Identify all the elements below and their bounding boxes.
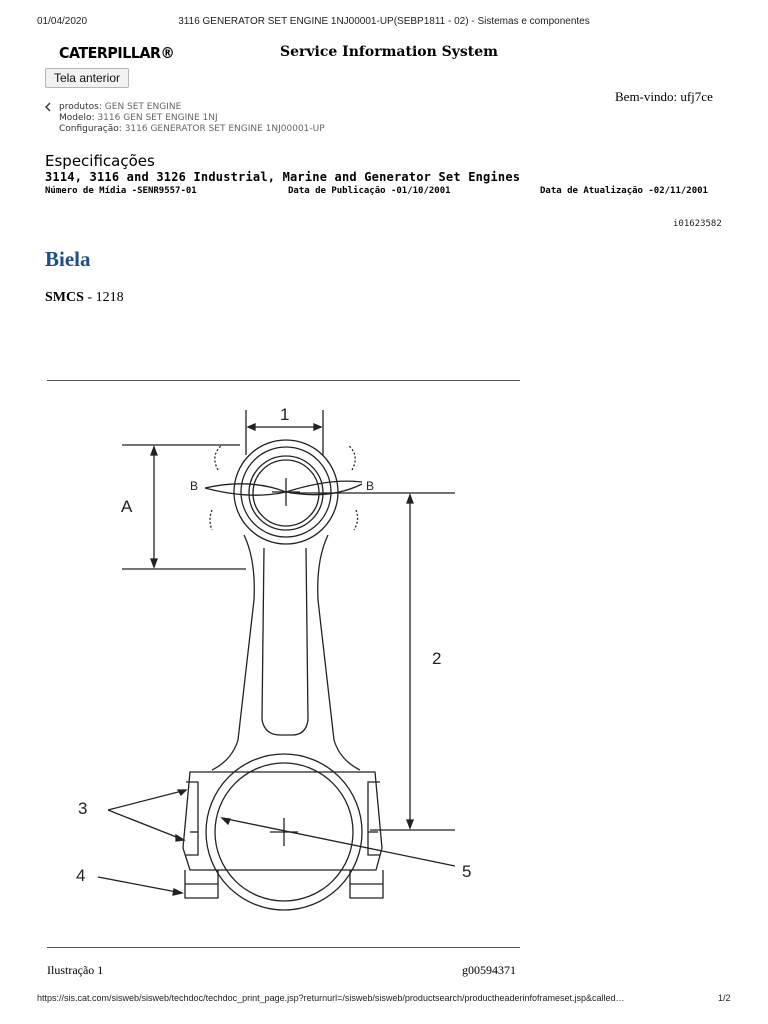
- illustration-code: g00594371: [462, 963, 516, 977]
- smcs-code: [45, 290, 124, 306]
- breadcrumb-model[interactable]: [45, 113, 325, 124]
- breadcrumb-label: produtos:: [59, 102, 102, 112]
- media-number: Número de Mídia -SENR9557-01: [45, 186, 197, 196]
- print-title: 3116 GENERATOR SET ENGINE 1NJ00001-UP(SEBP1811 - 02) - Sistemas e componentes: [178, 16, 590, 27]
- connecting-rod-illustration: [47, 395, 520, 945]
- back-button[interactable]: Tela anterior: [45, 68, 129, 88]
- sis-title: Service Information System: [280, 44, 498, 60]
- divider-top: [47, 380, 520, 381]
- section-heading: Especificações: [45, 152, 155, 170]
- callout-a: A: [121, 497, 133, 516]
- callout-b-right: B: [366, 479, 375, 493]
- caterpillar-logo[interactable]: CATERPILLAR®: [59, 44, 175, 62]
- callout-b-left: B: [190, 479, 199, 493]
- breadcrumb-product[interactable]: [45, 102, 325, 113]
- smcs-value: - 1218: [83, 290, 124, 305]
- welcome-text: Bem-vindo: ufj7ce: [615, 89, 713, 104]
- update-date: Data de Atualização -02/11/2001: [540, 186, 708, 196]
- footer-page-number: 1/2: [718, 993, 731, 1003]
- callout-3: 3: [78, 799, 88, 818]
- publication-date: Data de Publicação -01/10/2001: [288, 186, 451, 196]
- doc-id: i01623582: [673, 219, 722, 229]
- breadcrumb-value[interactable]: 3116 GENERATOR SET ENGINE 1NJ00001-UP: [124, 124, 325, 134]
- breadcrumb-value[interactable]: 3116 GEN SET ENGINE 1NJ: [97, 113, 218, 123]
- callout-2: 2: [432, 649, 442, 668]
- callout-4: 4: [76, 866, 86, 885]
- smcs-label: SMCS: [45, 290, 84, 305]
- print-date: 01/04/2020: [37, 16, 88, 27]
- breadcrumb-label: Modelo:: [59, 113, 95, 123]
- chevron-left-icon[interactable]: [44, 102, 52, 116]
- divider-bottom: [47, 947, 520, 948]
- callout-1: 1: [280, 405, 290, 424]
- footer-url: https://sis.cat.com/sisweb/sisweb/techdoc/techdoc_print_page.jsp?returnurl=/sisweb/sisweb/productsearch/productheaderinfoframeset.jsp&called…: [37, 993, 625, 1003]
- breadcrumb: [45, 102, 325, 135]
- breadcrumb-configuration[interactable]: [45, 124, 325, 135]
- page-title: Biela: [45, 247, 91, 271]
- breadcrumb-value[interactable]: GEN SET ENGINE: [104, 102, 182, 112]
- callout-5: 5: [462, 862, 472, 881]
- engines-title: 3114, 3116 and 3126 Industrial, Marine and Generator Set Engines: [45, 170, 521, 184]
- illustration-caption: Ilustração 1: [47, 963, 104, 977]
- breadcrumb-label: Configuração:: [59, 124, 122, 134]
